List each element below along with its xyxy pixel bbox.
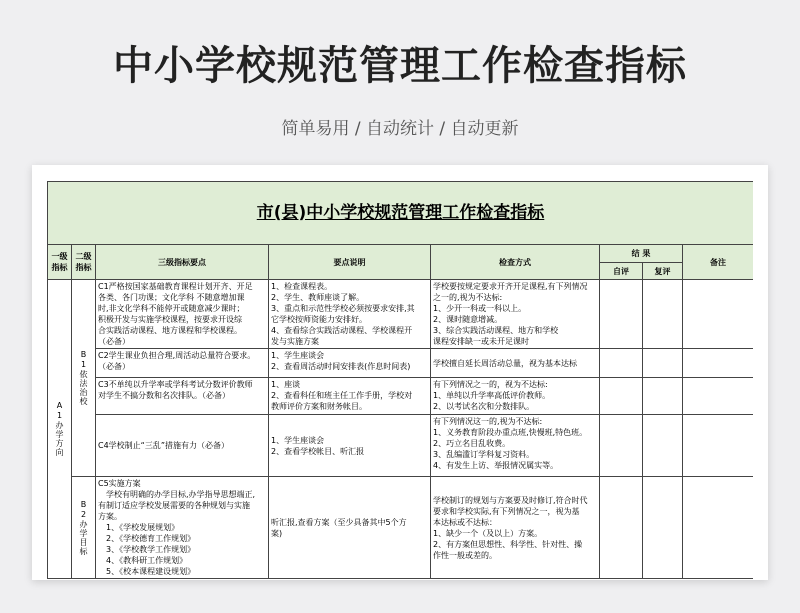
text-line: 听汇报,查看方案（至少具备其中5个方 <box>271 517 407 527</box>
text-line: 2、《学校德育工作规划》 <box>98 534 196 543</box>
text-line: C5实施方案 <box>98 479 141 488</box>
text-line: 2、课时随意增减。 <box>433 315 503 324</box>
text-line: 1、缺少一个（及以上）方案。 <box>433 528 543 538</box>
text-line: （必备） <box>98 362 130 371</box>
header-review[interactable]: 复评 <box>643 263 683 280</box>
text-line: 5、《校本课程建设规划》 <box>98 567 196 576</box>
text-line: 1、学生座谈会 <box>271 351 325 360</box>
r0-me[interactable] <box>431 280 600 349</box>
r4-review[interactable] <box>643 477 683 579</box>
text-line: 各类、各门功课；文化学科 不随意增加课 <box>98 293 245 302</box>
header-level3[interactable]: 三级指标要点 <box>96 245 269 280</box>
text-line: 案) <box>271 528 283 538</box>
r0-self-eval[interactable] <box>600 280 643 349</box>
text-line: 2、以考试名次和分数排队。 <box>433 402 535 411</box>
header-self-eval[interactable]: 自评 <box>600 263 643 280</box>
header-method[interactable]: 检查方式 <box>431 245 600 280</box>
r1-me[interactable] <box>431 349 600 378</box>
r2-me[interactable] <box>431 378 600 415</box>
text-line: C3不单纯以升学率或学科考试分数评价教师 <box>98 380 253 389</box>
text-line: 要求和学校实际,有下列情况之一，视为基 <box>433 506 580 516</box>
spreadsheet-card <box>32 165 768 580</box>
text-line: C1严格按国家基础教育课程计划开齐、开足 <box>98 282 253 291</box>
a1-label: A1办学方向 <box>55 401 64 457</box>
header-remarks[interactable]: 备注 <box>683 245 754 280</box>
text-line: 方案。 <box>98 512 122 521</box>
text-line: 有下列情况之一的，视为不达标: <box>433 380 548 389</box>
text-line: 1、少开一科或一科以上。 <box>433 304 527 313</box>
inspection-table <box>47 181 753 579</box>
header-level2[interactable]: 二级指标 <box>72 245 96 280</box>
text-line: 1、单纯以升学率高低评价教师。 <box>433 391 551 400</box>
r0-review[interactable] <box>643 280 683 349</box>
text-line: 有制订适应学校发展需要的各种规划与实施 <box>98 501 250 510</box>
r0-kp[interactable] <box>269 280 431 349</box>
text-line: 学校要按规定要求开齐开足课程,有下列情况 <box>433 282 588 291</box>
r1-self-eval[interactable] <box>600 349 643 378</box>
text-line: 3、综合实践活动课程、地方和学校 <box>433 326 559 335</box>
text-line: C2学生课业负担合理,周活动总量符合要求。 <box>98 351 256 360</box>
header-result[interactable]: 结 果 <box>600 245 683 263</box>
r3-review[interactable] <box>643 415 683 477</box>
text-line: 学校擅自延长周活动总量，视为基本达标 <box>433 358 577 368</box>
text-line: 1、《学校发展规划》 <box>98 523 180 532</box>
text-line: 学校有明确的办学目标,办学指导思想端正, <box>98 490 256 499</box>
r1-c3[interactable] <box>96 349 269 378</box>
text-line: 学校制订的规划与方案要及时修订,符合时代 <box>433 495 588 505</box>
page-subtitle: 简单易用 / 自动统计 / 自动更新 <box>281 119 519 139</box>
text-line: 之一的,视为不达标: <box>433 293 503 302</box>
text-line: 2、查看学校帐目、听汇报 <box>271 446 365 456</box>
b1-label: B1依法治校 <box>79 350 88 406</box>
text-line: 本达标或不达标： <box>433 517 497 527</box>
text-line: 教师评价方案和财务帐目。 <box>271 402 367 411</box>
text-line: 3、《学校教学工作规划》 <box>98 545 196 554</box>
r0-remarks[interactable] <box>683 280 754 349</box>
r2-review[interactable] <box>643 378 683 415</box>
page-title: 中小学校规范管理工作检查指标 <box>113 43 687 89</box>
r3-me[interactable] <box>431 415 600 477</box>
r2-remarks[interactable] <box>683 378 754 415</box>
r3-self-eval[interactable] <box>600 415 643 477</box>
text-line: 2、学生、教师座谈了解。 <box>271 293 365 302</box>
text-line: 积极开发与实施学校课程，按要求开设综 <box>98 315 242 324</box>
header-level1[interactable]: 一级指标 <box>48 245 72 280</box>
r3-kp[interactable] <box>269 415 431 477</box>
text-line: 2、查看科任和班主任工作手册，学校对 <box>271 391 413 400</box>
text-line: 1、义务教育阶段办重点班,快慢班,特色班。 <box>433 428 588 437</box>
b2-cell[interactable] <box>72 477 96 579</box>
text-line: 它学校按师资能力安排好。 <box>271 315 367 324</box>
text-line: C4学校制止“三乱”措施有力（必备） <box>98 441 229 450</box>
a1-cell[interactable] <box>48 280 72 579</box>
header-key-points[interactable]: 要点说明 <box>269 245 431 280</box>
b1-cell[interactable] <box>72 280 96 477</box>
text-line: 对学生不搞分数和名次排队。（必备） <box>98 391 230 400</box>
text-line: 1、座谈 <box>271 380 301 389</box>
sheet-title: 市(县)中小学校规范管理工作检查指标 <box>256 202 545 223</box>
r1-remarks[interactable] <box>683 349 754 378</box>
r1-kp[interactable] <box>269 349 431 378</box>
r1-review[interactable] <box>643 349 683 378</box>
text-line: （必备） <box>98 337 130 346</box>
text-line: 2、查看周活动时间安排表(作息时间表) <box>271 362 411 371</box>
r2-c3[interactable] <box>96 378 269 415</box>
text-line: 1、学生座谈会 <box>271 435 325 445</box>
text-line: 4、查看综合实践活动课程、学校课程开 <box>271 326 413 335</box>
text-line: 课程安排缺一或未开足课时 <box>433 337 529 346</box>
text-line: 4、《教科研工作规划》 <box>98 556 188 565</box>
r2-kp[interactable] <box>269 378 431 415</box>
sheet-title-cell[interactable] <box>48 182 754 245</box>
r3-c3[interactable] <box>96 415 269 477</box>
text-line: 合实践活动课程、地方课程和学校课程。 <box>98 326 242 335</box>
text-line: 发与实施方案 <box>271 337 319 346</box>
r0-c3[interactable] <box>96 280 269 349</box>
text-line: 1、检查课程表。 <box>271 282 333 291</box>
text-line: 时,非文化学科不能停开或随意减少课时； <box>98 304 245 313</box>
b2-label: B2办学目标 <box>79 499 88 556</box>
text-line: 4、有发生上访、举报情况属实等。 <box>433 461 559 470</box>
r4-remarks[interactable] <box>683 477 754 579</box>
r3-remarks[interactable] <box>683 415 754 477</box>
text-line: 有下列情况这一的,视为不达标: <box>433 417 543 426</box>
r4-kp[interactable] <box>269 477 431 579</box>
text-line: 3、乱编滥订学科复习资料。 <box>433 450 535 459</box>
text-line: 3、重点和示范性学校必须按要求安排,其 <box>271 304 415 313</box>
text-line: 作性一般或差的。 <box>433 550 497 560</box>
text-line: 2、有方案但思想性、科学性、针对性、操 <box>433 539 583 549</box>
spreadsheet[interactable] <box>47 181 753 580</box>
r4-me[interactable] <box>431 477 600 579</box>
r2-self-eval[interactable] <box>600 378 643 415</box>
r4-c3[interactable] <box>96 477 269 579</box>
text-line: 2、巧立名目乱收费。 <box>433 439 511 448</box>
r4-self-eval[interactable] <box>600 477 643 579</box>
